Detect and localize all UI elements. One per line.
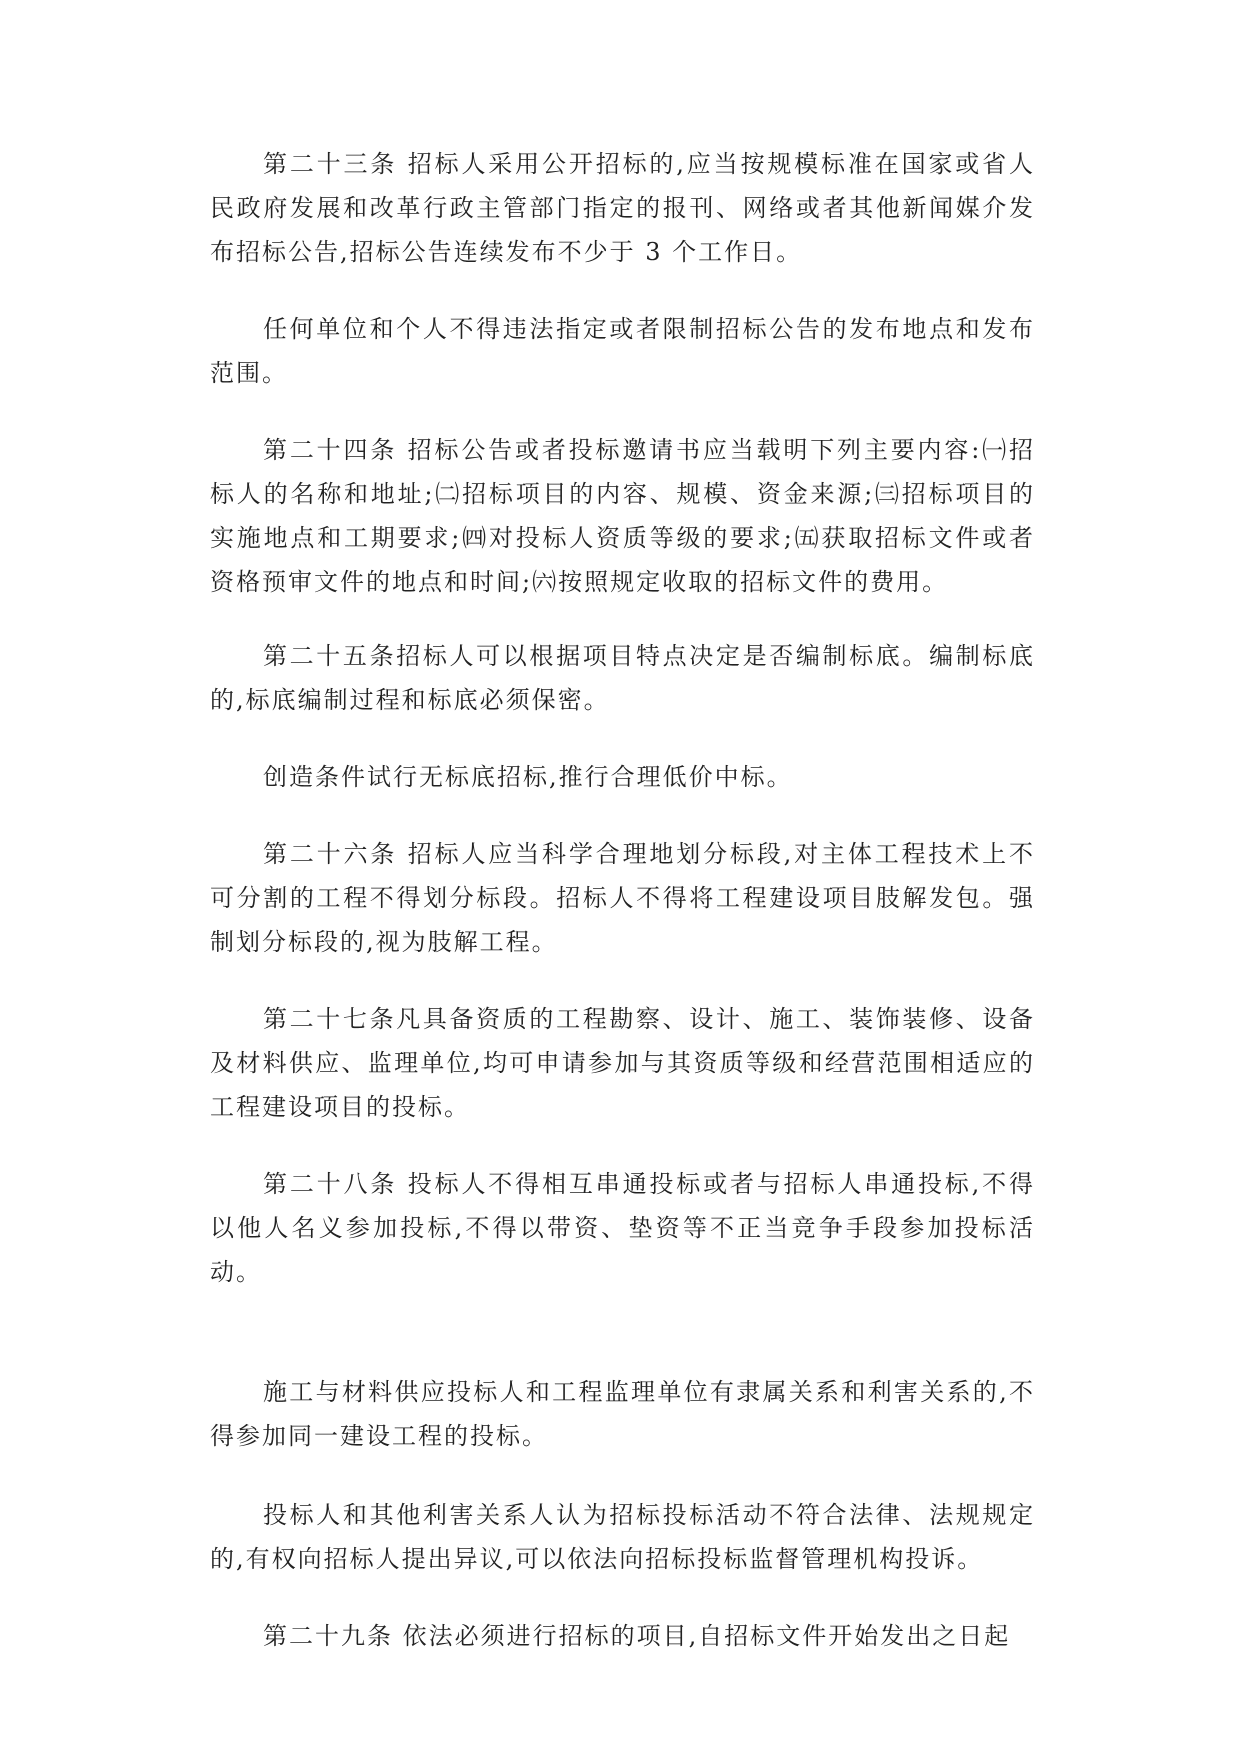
article-28-complaint-paragraph: 投标人和其他利害关系人认为招标投标活动不符合法律、法规规定的,有权向招标人提出异议,可以依法向招标投标监督管理机构投诉。 <box>210 1501 1035 1573</box>
article-28-paragraph: 第二十八条 投标人不得相互串通投标或者与招标人串通投标,不得以他人名义参加投标,不得以带资、垫资等不正当竞争手段参加投标活动。 <box>210 1170 1035 1286</box>
article-28-supplement-paragraph: 施工与材料供应投标人和工程监理单位有隶属关系和利害关系的,不得参加同一建设工程的投标。 <box>210 1378 1035 1450</box>
article-23-paragraph: 第二十三条 招标人采用公开招标的,应当按规模标准在国家或省人民政府发展和改革行政主管部门指定的报刊、网络或者其他新闻媒介发布招标公告,招标公告连续发布不少于 3 个工作日。 <box>210 150 1035 266</box>
article-25-supplement-paragraph: 创造条件试行无标底招标,推行合理低价中标。 <box>263 763 793 791</box>
article-29-paragraph: 第二十九条 依法必须进行招标的项目,自招标文件开始发出之日起 <box>263 1622 1011 1650</box>
article-27-paragraph: 第二十七条凡具备资质的工程勘察、设计、施工、装饰装修、设备及材料供应、监理单位,均可申请参加与其资质等级和经营范围相适应的工程建设项目的投标。 <box>210 1005 1035 1121</box>
article-24-paragraph: 第二十四条 招标公告或者投标邀请书应当载明下列主要内容:㈠招标人的名称和地址;㈡招标项目的内容、规模、资金来源;㈢招标项目的实施地点和工期要求;㈣对投标人资质等级的要求;㈤获取招标文件或者资格预审文件的地点和时间;㈥按照规定收取的招标文件的费用。 <box>210 436 1035 596</box>
article-23-supplement-paragraph: 任何单位和个人不得违法指定或者限制招标公告的发布地点和发布范围。 <box>210 315 1035 387</box>
article-25-paragraph: 第二十五条招标人可以根据项目特点决定是否编制标底。编制标底的,标底编制过程和标底必须保密。 <box>210 642 1035 714</box>
article-26-paragraph: 第二十六条 招标人应当科学合理地划分标段,对主体工程技术上不可分割的工程不得划分标段。招标人不得将工程建设项目肢解发包。强制划分标段的,视为肢解工程。 <box>210 840 1035 956</box>
